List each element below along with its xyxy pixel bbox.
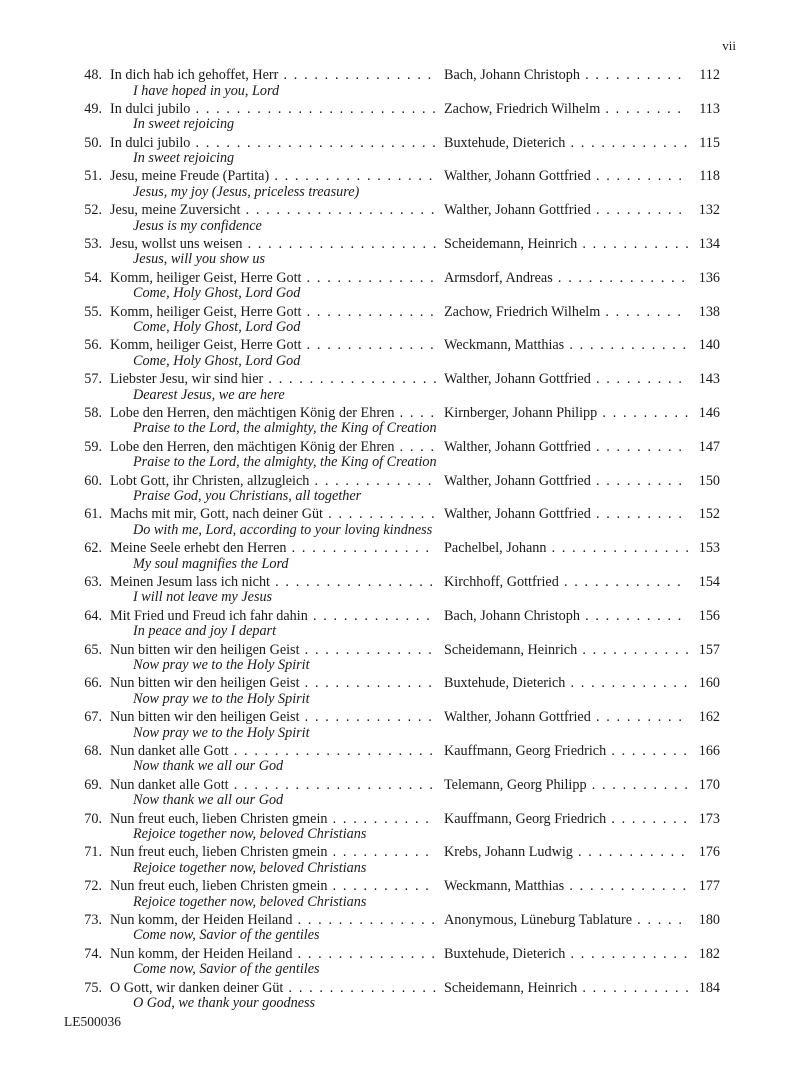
entry-translation: Praise God, you Christians, all together	[133, 488, 362, 505]
entry-composer: Scheidemann, Heinrich	[444, 235, 578, 252]
entry-number: 57.	[84, 371, 102, 388]
entry-composer-leader	[444, 979, 688, 997]
entry-title-leader	[110, 911, 436, 929]
entry-translation: Praise to the Lord, the almighty, the King of Creation	[133, 420, 437, 437]
entry-number: 61.	[84, 506, 102, 523]
entry-number: 52.	[84, 202, 102, 219]
entry-number: 65.	[84, 641, 102, 658]
entry-title-leader	[110, 776, 436, 794]
toc-entry	[0, 810, 800, 844]
entry-title: Jesu, wollst uns weisen	[110, 235, 243, 252]
entry-title: Nun bitten wir den heiligen Geist	[110, 641, 300, 658]
entry-composer: Telemann, Georg Philipp	[444, 776, 587, 793]
entry-composer: Walther, Johann Gottfried	[444, 472, 591, 489]
entry-title: Nun bitten wir den heiligen Geist	[110, 675, 300, 692]
entry-composer-leader	[444, 303, 688, 321]
entry-page: 153	[698, 540, 720, 557]
entry-number: 75.	[84, 979, 102, 996]
entry-title: Nun danket alle Gott	[110, 742, 229, 759]
entry-composer: Krebs, Johann Ludwig	[444, 844, 573, 861]
entry-translation: Jesus, my joy (Jesus, priceless treasure)	[133, 183, 360, 200]
entry-page: 143	[698, 371, 720, 388]
entry-number: 71.	[84, 844, 102, 861]
toc-entry	[0, 945, 800, 979]
entry-title: Nun komm, der Heiden Heiland	[110, 911, 293, 928]
toc-entry	[0, 776, 800, 810]
entry-page: 156	[698, 607, 720, 624]
entry-title-leader	[110, 100, 436, 118]
entry-translation: Come, Holy Ghost, Lord God	[133, 352, 301, 369]
toc-entry	[0, 66, 800, 100]
entry-composer: Bach, Johann Christoph	[444, 607, 580, 624]
entry-composer: Buxtehude, Dieterich	[444, 945, 566, 962]
entry-number: 58.	[84, 404, 102, 421]
entry-composer-leader	[444, 167, 688, 185]
entry-number: 64.	[84, 607, 102, 624]
entry-composer: Pachelbel, Johann	[444, 540, 547, 557]
entry-page: 166	[698, 742, 720, 759]
entry-composer: Buxtehude, Dieterich	[444, 134, 566, 151]
entry-composer-leader	[444, 742, 688, 760]
entry-translation: Come, Holy Ghost, Lord God	[133, 285, 301, 302]
entry-title-leader	[110, 201, 436, 219]
entry-number: 70.	[84, 810, 102, 827]
entry-translation: My soul magnifies the Lord	[133, 555, 289, 572]
toc-entry	[0, 201, 800, 235]
entry-number: 68.	[84, 742, 102, 759]
entry-page: 118	[699, 168, 720, 185]
page-number: vii	[722, 38, 736, 53]
entry-translation: I will not leave my Jesus	[133, 589, 273, 606]
entry-composer-leader	[444, 911, 688, 929]
entry-composer: Walther, Johann Gottfried	[444, 438, 591, 455]
entry-composer: Kauffmann, Georg Friedrich	[444, 810, 607, 827]
entry-page: 152	[698, 506, 720, 523]
entry-translation: O God, we thank your goodness	[133, 995, 316, 1012]
entry-page: 162	[698, 709, 720, 726]
entry-composer: Weckmann, Matthias	[444, 337, 565, 354]
entry-title: Jesu, meine Freude (Partita)	[110, 168, 270, 185]
entry-title-leader	[110, 404, 436, 422]
entry-translation: Come now, Savior of the gentiles	[133, 961, 320, 978]
entry-title: Lobe den Herren, den mächtigen König der Ehren	[110, 404, 395, 421]
entry-number: 63.	[84, 573, 102, 590]
entry-page: 177	[698, 878, 720, 895]
entry-number: 67.	[84, 709, 102, 726]
entry-title-leader	[110, 66, 436, 84]
entry-page: 134	[698, 235, 720, 252]
entry-title: Nun freut euch, lieben Christen gmein	[110, 878, 328, 895]
entry-page: 184	[698, 979, 720, 996]
entry-composer-leader	[444, 674, 688, 692]
entry-number: 60.	[84, 472, 102, 489]
toc-entry	[0, 742, 800, 776]
toc-entry	[0, 336, 800, 370]
entry-page: 176	[698, 844, 720, 861]
entry-title: Komm, heiliger Geist, Herre Gott	[110, 269, 302, 286]
entry-title-leader	[110, 269, 436, 287]
entry-translation: Now thank we all our God	[133, 792, 284, 809]
toc-entry	[0, 370, 800, 404]
entry-number: 54.	[84, 269, 102, 286]
entry-composer: Anonymous, Lüneburg Tablature	[444, 911, 633, 928]
entry-number: 56.	[84, 337, 102, 354]
entry-title-leader	[110, 235, 436, 253]
entry-composer-leader	[444, 810, 688, 828]
entry-composer-leader	[444, 539, 688, 557]
entry-translation: Come now, Savior of the gentiles	[133, 927, 320, 944]
entry-page: 113	[699, 100, 720, 117]
entry-page: 140	[698, 337, 720, 354]
toc-entry	[0, 438, 800, 472]
toc-entry	[0, 911, 800, 945]
entry-title: Nun freut euch, lieben Christen gmein	[110, 844, 328, 861]
entry-translation: Come, Holy Ghost, Lord God	[133, 319, 301, 336]
entry-title-leader	[110, 979, 436, 997]
entry-title: Lobe den Herren, den mächtigen König der Ehren	[110, 438, 395, 455]
entry-title: Mit Fried und Freud ich fahr dahin	[110, 607, 308, 624]
entry-number: 62.	[84, 540, 102, 557]
entry-composer-leader	[444, 235, 688, 253]
entry-title-leader	[110, 641, 436, 659]
entry-page: 154	[698, 573, 720, 590]
entry-title-leader	[110, 134, 436, 152]
entry-title-leader	[110, 370, 436, 388]
entry-composer: Walther, Johann Gottfried	[444, 168, 591, 185]
entry-title-leader	[110, 674, 436, 692]
entry-translation: Praise to the Lord, the almighty, the King of Creation	[133, 454, 437, 471]
entry-page: 157	[698, 641, 720, 658]
toc-entry	[0, 843, 800, 877]
entry-composer-leader	[444, 607, 688, 625]
entry-translation: Jesus, will you show us	[133, 251, 266, 268]
entry-composer-leader	[444, 945, 688, 963]
toc-entry	[0, 100, 800, 134]
entry-composer-leader	[444, 100, 688, 118]
entry-composer: Bach, Johann Christoph	[444, 67, 580, 83]
entry-composer: Kirnberger, Johann Philipp	[444, 404, 598, 421]
toc-entry	[0, 505, 800, 539]
toc-entry	[0, 269, 800, 303]
entry-composer-leader	[444, 472, 688, 490]
toc-entry	[0, 607, 800, 641]
entry-composer-leader	[444, 877, 688, 895]
entry-composer: Kirchhoff, Gottfried	[444, 573, 559, 590]
entry-title-leader	[110, 877, 436, 895]
entry-page: 180	[698, 911, 720, 928]
entry-composer-leader	[444, 269, 688, 287]
table-of-contents	[0, 66, 800, 1012]
toc-entry	[0, 303, 800, 337]
toc-entry	[0, 573, 800, 607]
entry-composer: Armsdorf, Andreas	[444, 269, 553, 286]
entry-title-leader	[110, 810, 436, 828]
toc-entry	[0, 641, 800, 675]
entry-page: 112	[699, 67, 720, 83]
entry-number: 55.	[84, 303, 102, 320]
toc-entry	[0, 404, 800, 438]
entry-number: 66.	[84, 675, 102, 692]
entry-translation: Rejoice together now, beloved Christians	[133, 859, 367, 876]
entry-title: Komm, heiliger Geist, Herre Gott	[110, 303, 302, 320]
toc-entry	[0, 167, 800, 201]
entry-translation: Now pray we to the Holy Spirit	[133, 724, 310, 741]
entry-composer-leader	[444, 641, 688, 659]
entry-number: 53.	[84, 235, 102, 252]
entry-title-leader	[110, 472, 436, 490]
entry-composer: Kauffmann, Georg Friedrich	[444, 742, 607, 759]
entry-composer-leader	[444, 843, 688, 861]
entry-number: 49.	[84, 100, 102, 117]
entry-title: Nun freut euch, lieben Christen gmein	[110, 810, 328, 827]
toc-entry	[0, 674, 800, 708]
entry-page: 138	[698, 303, 720, 320]
entry-title: Liebster Jesu, wir sind hier	[110, 371, 264, 388]
entry-translation: Rejoice together now, beloved Christians	[133, 826, 367, 843]
entry-number: 74.	[84, 945, 102, 962]
entry-composer: Scheidemann, Heinrich	[444, 979, 578, 996]
toc-entry	[0, 539, 800, 573]
entry-title-leader	[110, 607, 436, 625]
entry-number: 72.	[84, 878, 102, 895]
entry-translation: In peace and joy I depart	[133, 623, 277, 640]
entry-translation: I have hoped in you, Lord	[133, 82, 280, 99]
entry-number: 48.	[84, 67, 102, 83]
toc-entry	[0, 979, 800, 1013]
entry-number: 51.	[84, 168, 102, 185]
entry-composer: Walther, Johann Gottfried	[444, 371, 591, 388]
entry-composer: Walther, Johann Gottfried	[444, 202, 591, 219]
entry-title: O Gott, wir danken deiner Güt	[110, 979, 284, 996]
entry-number: 59.	[84, 438, 102, 455]
entry-title-leader	[110, 167, 436, 185]
entry-composer-leader	[444, 66, 688, 84]
entry-page: 160	[698, 675, 720, 692]
entry-translation: Now thank we all our God	[133, 758, 284, 775]
entry-title-leader	[110, 843, 436, 861]
entry-composer-leader	[444, 505, 688, 523]
entry-title: Nun danket alle Gott	[110, 776, 229, 793]
entry-composer-leader	[444, 438, 688, 456]
entry-translation: Do with me, Lord, according to your loving kindness	[133, 521, 433, 538]
entry-composer-leader	[444, 404, 688, 422]
entry-title: Meinen Jesum lass ich nicht	[110, 573, 270, 590]
entry-composer-leader	[444, 336, 688, 354]
entry-title-leader	[110, 742, 436, 760]
entry-page: 147	[698, 438, 720, 455]
entry-title: Nun komm, der Heiden Heiland	[110, 945, 293, 962]
entry-composer: Walther, Johann Gottfried	[444, 709, 591, 726]
entry-title-leader	[110, 708, 436, 726]
entry-title: In dulci jubilo	[110, 100, 191, 117]
toc-entry	[0, 708, 800, 742]
entry-title: Komm, heiliger Geist, Herre Gott	[110, 337, 302, 354]
entry-composer-leader	[444, 776, 688, 794]
entry-title: In dich hab ich gehoffet, Herr	[110, 67, 279, 83]
entry-number: 50.	[84, 134, 102, 151]
toc-entry	[0, 877, 800, 911]
toc-entry	[0, 134, 800, 168]
toc-entry	[0, 472, 800, 506]
entry-page: 136	[698, 269, 720, 286]
toc-entry	[0, 235, 800, 269]
entry-page: 146	[698, 404, 720, 421]
entry-page: 170	[698, 776, 720, 793]
entry-page: 115	[699, 134, 720, 151]
entry-title-leader	[110, 438, 436, 456]
entry-composer: Walther, Johann Gottfried	[444, 506, 591, 523]
entry-page: 150	[698, 472, 720, 489]
entry-composer-leader	[444, 134, 688, 152]
entry-page: 173	[698, 810, 720, 827]
entry-translation: Now pray we to the Holy Spirit	[133, 690, 310, 707]
entry-page: 132	[698, 202, 720, 219]
entry-title-leader	[110, 945, 436, 963]
entry-translation: Dearest Jesus, we are here	[133, 386, 285, 403]
entry-title-leader	[110, 303, 436, 321]
entry-title: Jesu, meine Zuversicht	[110, 202, 241, 219]
entry-translation: Now pray we to the Holy Spirit	[133, 657, 310, 674]
entry-title-leader	[110, 505, 436, 523]
entry-title: Nun bitten wir den heiligen Geist	[110, 709, 300, 726]
entry-number: 69.	[84, 776, 102, 793]
entry-composer: Zachow, Friedrich Wilhelm	[444, 100, 601, 117]
entry-translation: In sweet rejoicing	[133, 150, 235, 167]
entry-title: Machs mit mir, Gott, nach deiner Güt	[110, 506, 323, 523]
entry-composer-leader	[444, 573, 688, 591]
entry-composer: Weckmann, Matthias	[444, 878, 565, 895]
entry-title-leader	[110, 336, 436, 354]
entry-title: Lobt Gott, ihr Christen, allzugleich	[110, 472, 310, 489]
entry-composer-leader	[444, 201, 688, 219]
catalog-number: LE500036	[64, 1014, 121, 1029]
entry-title-leader	[110, 539, 436, 557]
entry-translation: Jesus is my confidence	[133, 217, 262, 234]
entry-translation: Rejoice together now, beloved Christians	[133, 893, 367, 910]
entry-translation: In sweet rejoicing	[133, 116, 235, 133]
entry-composer-leader	[444, 370, 688, 388]
entry-composer: Scheidemann, Heinrich	[444, 641, 578, 658]
entry-title: Meine Seele erhebt den Herren	[110, 540, 287, 557]
entry-composer: Buxtehude, Dieterich	[444, 675, 566, 692]
entry-composer: Zachow, Friedrich Wilhelm	[444, 303, 601, 320]
entry-composer-leader	[444, 708, 688, 726]
entry-title-leader	[110, 573, 436, 591]
entry-title: In dulci jubilo	[110, 134, 191, 151]
entry-page: 182	[698, 945, 720, 962]
entry-number: 73.	[84, 911, 102, 928]
